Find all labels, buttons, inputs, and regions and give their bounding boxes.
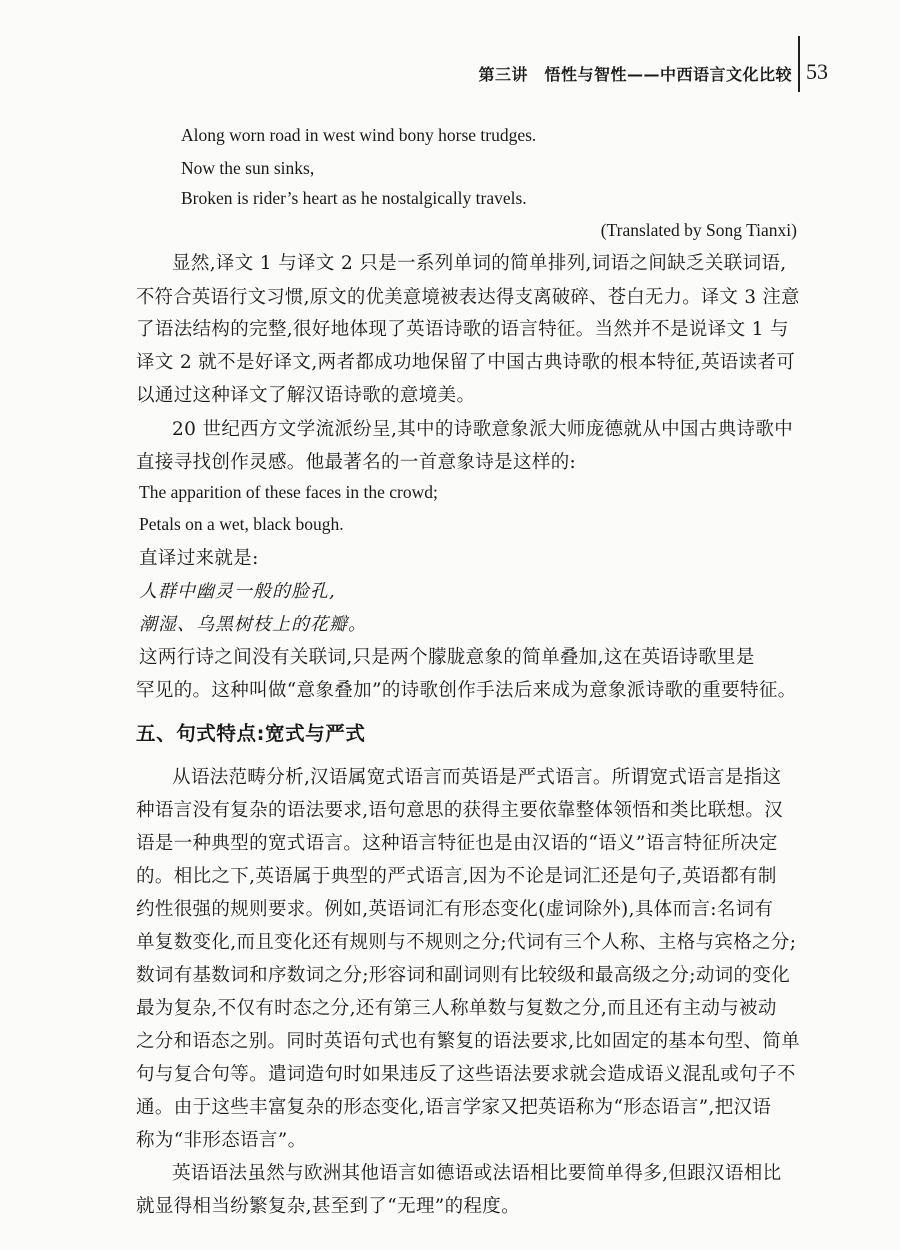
poem-line: Now the sun sinks, — [181, 158, 315, 178]
paragraph-line: 20 世纪西方文学流派纷呈,其中的诗歌意象派大师庞德就从中国古典诗歌中 — [172, 419, 794, 440]
literal-intro: 直译过来就是: — [139, 548, 259, 569]
paragraph-line: 单复数变化,而且变化还有规则与不规则之分;代词有三个人称、主格与宾格之分; — [136, 932, 797, 953]
paragraph-line: 了语法结构的完整,很好地体现了英语诗歌的语言特征。当然并不是说译文 1 与 — [136, 319, 789, 340]
paragraph-line: 从语法范畴分析,汉语属宽式语言而英语是严式语言。所谓宽式语言是指这 — [172, 767, 782, 788]
paragraph-line: 约性很强的规则要求。例如,英语词汇有形态变化(虚词除外),具体而言:名词有 — [136, 899, 774, 920]
paragraph-line: 语是一种典型的宽式语言。这种语言特征也是由汉语的“语义”语言特征所决定 — [136, 833, 778, 854]
paragraph-line: 称为“非形态语言”。 — [136, 1130, 307, 1151]
paragraph-line: 通。由于这些丰富复杂的形态变化,语言学家又把英语称为“形态语言”,把汉语 — [136, 1097, 772, 1118]
paragraph-line: 罕见的。这种叫做“意象叠加”的诗歌创作手法后来成为意象派诗歌的重要特征。 — [136, 680, 797, 701]
header-divider — [798, 36, 800, 92]
paragraph-line: 这两行诗之间没有关联词,只是两个朦胧意象的简单叠加,这在英语诗歌里是 — [139, 647, 755, 668]
poem-line: The apparition of these faces in the crowd; — [139, 482, 438, 502]
paragraph-line: 译文 2 就不是好译文,两者都成功地保留了中国古典诗歌的根本特征,英语读者可 — [136, 352, 796, 373]
paragraph-line: 英语语法虽然与欧洲其他语言如德语或法语相比要简单得多,但跟汉语相比 — [172, 1163, 782, 1184]
paragraph-line: 就显得相当纷繁复杂,甚至到了“无理”的程度。 — [136, 1196, 520, 1217]
section-heading: 五、句式特点:宽式与严式 — [136, 722, 366, 745]
paragraph-line: 不符合英语行文习惯,原文的优美意境被表达得支离破碎、苍白无力。译文 3 注意 — [136, 287, 800, 308]
paragraph-line: 种语言没有复杂的语法要求,语句意思的获得主要依靠整体领悟和类比联想。汉 — [136, 800, 784, 821]
poem-line: Petals on a wet, black bough. — [139, 514, 344, 534]
poem-line: Along worn road in west wind bony horse trudges. — [181, 125, 537, 145]
paragraph-line: 的。相比之下,英语属于典型的严式语言,因为不论是词汇还是句子,英语都有制 — [136, 866, 777, 887]
paragraph-line: 之分和语态之别。同时英语句式也有繁复的语法要求,比如固定的基本句型、简单 — [136, 1031, 800, 1052]
paragraph-line: 数词有基数词和序数词之分;形容词和副词则有比较级和最高级之分;动词的变化 — [136, 965, 791, 986]
translation-credit: (Translated by Song Tianxi) — [600, 220, 797, 240]
paragraph-line: 直接寻找创作灵感。他最著名的一首意象诗是这样的: — [136, 452, 577, 473]
paragraph-line: 句与复合句等。遣词造句时如果违反了这些语法要求就会造成语义混乱或句子不 — [136, 1064, 796, 1085]
paragraph-line: 以通过这种译文了解汉语诗歌的意境美。 — [136, 385, 476, 406]
literal-poem-line: 潮湿、乌黑树枝上的花瓣。 — [139, 614, 367, 635]
paragraph-line: 显然,译文 1 与译文 2 只是一系列单词的简单排列,词语之间缺乏关联词语, — [172, 253, 787, 274]
literal-poem-line: 人群中幽灵一般的脸孔, — [139, 581, 336, 602]
poem-line: Broken is rider’s heart as he nostalgically travels. — [181, 188, 527, 208]
chapter-title: 第三讲 悟性与智性——中西语言文化比较 — [478, 65, 792, 84]
paragraph-line: 最为复杂,不仅有时态之分,还有第三人称单数与复数之分,而且还有主动与被动 — [136, 998, 777, 1019]
running-header — [0, 56, 900, 90]
page-number: 53 — [806, 59, 828, 84]
